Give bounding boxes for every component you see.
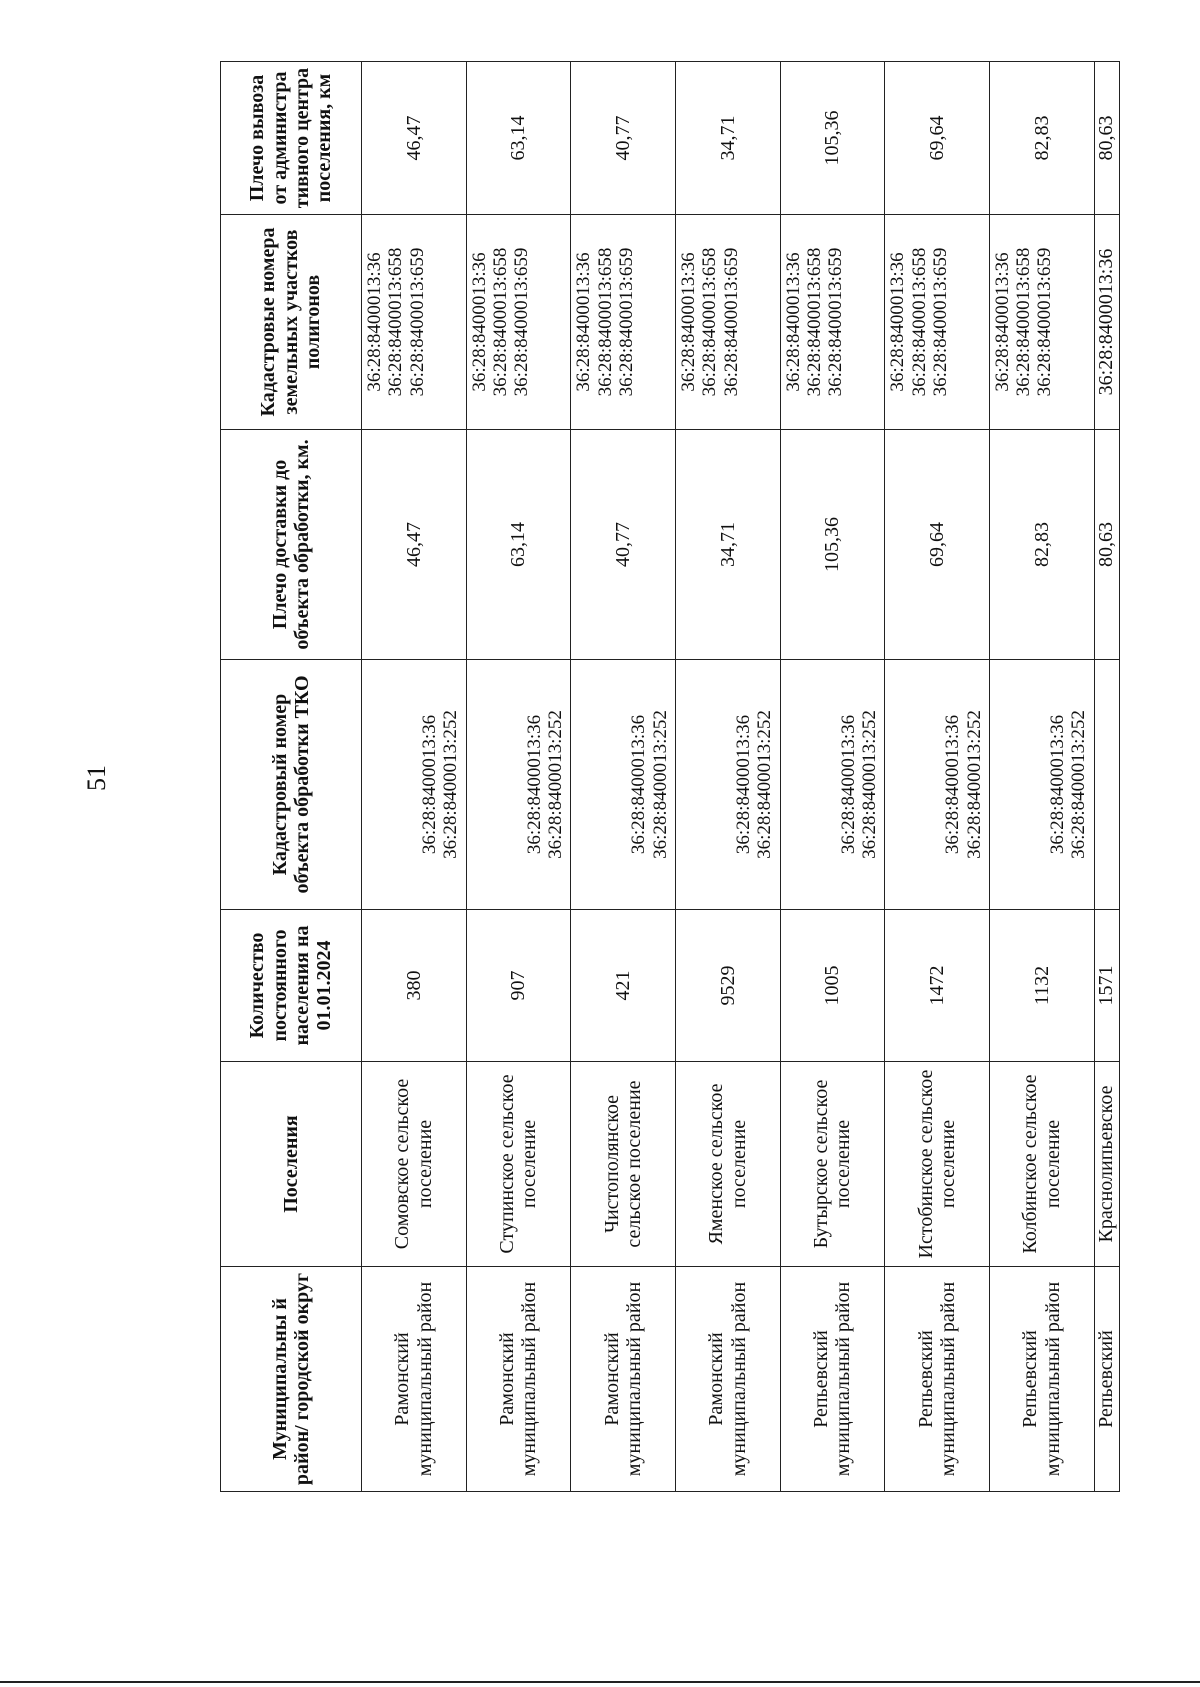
cadastral-number: 36:28:8400013:36 — [782, 252, 804, 392]
cell-settlement: Колбинское сельское поселение — [989, 1062, 1094, 1267]
cadastral-number: 36:28:8400013:252 — [545, 710, 567, 859]
cell-landfill-cadastral — [466, 215, 571, 430]
cadastral-number: 36:28:8400013:252 — [754, 710, 776, 859]
cadastral-number: 36:28:8400013:36 — [1094, 248, 1117, 396]
settlements-table — [220, 61, 1120, 1492]
cadastral-number: 36:28:8400013:36 — [1047, 714, 1069, 855]
cadastral-number: 36:28:8400013:252 — [963, 710, 985, 859]
cadastral-number: 36:28:8400013:252 — [859, 710, 881, 859]
cell-processing-cadastral — [571, 660, 676, 910]
header-district: Муниципальны й район/ городской округ — [221, 1267, 362, 1492]
cell-processing-cadastral — [675, 660, 780, 910]
cell-export-km: 82,83 — [989, 62, 1094, 215]
table-row — [885, 62, 990, 1492]
cadastral-number: 36:28:8400013:659 — [511, 247, 533, 397]
cadastral-number: 36:28:8400013:36 — [733, 714, 755, 855]
cell-district: Рамонский муниципальный район — [675, 1267, 780, 1492]
cell-delivery-km: 46,47 — [362, 430, 467, 660]
cadastral-number: 36:28:8400013:658 — [489, 247, 511, 397]
cadastral-number: 36:28:8400013:36 — [942, 714, 964, 855]
table-row — [466, 62, 571, 1492]
cell-population: 380 — [362, 910, 467, 1062]
cell-landfill-cadastral — [885, 215, 990, 430]
cadastral-number: 36:28:8400013:36 — [887, 252, 909, 392]
cell-district: Репьевский муниципальный район — [989, 1267, 1094, 1492]
table-row — [1094, 62, 1119, 1492]
table-rotated-container — [220, 62, 1120, 1492]
cell-delivery-km: 34,71 — [675, 430, 780, 660]
cell-settlement: Яменское сельское поселение — [675, 1062, 780, 1267]
cell-landfill-cadastral — [989, 215, 1094, 430]
cell-export-km: 63,14 — [466, 62, 571, 215]
cell-district: Репьевский муниципальный район — [885, 1267, 990, 1492]
cadastral-number: 36:28:8400013:659 — [406, 247, 428, 397]
cell-landfill-cadastral — [780, 215, 885, 430]
cell-district: Рамонский муниципальный район — [571, 1267, 676, 1492]
cell-landfill-cadastral — [675, 215, 780, 430]
cadastral-number: 36:28:8400013:252 — [440, 710, 462, 859]
header-export-km: Плечо вывоза от администра тивного центра поселения, км — [221, 62, 362, 215]
cadastral-number: 36:28:8400013:658 — [908, 247, 930, 397]
cell-district: Репьевский — [1094, 1267, 1119, 1492]
cell-population: 1132 — [989, 910, 1094, 1062]
cell-delivery-km: 40,77 — [571, 430, 676, 660]
table-header-row — [221, 62, 362, 1492]
cell-settlement: Чистополянское сельское поселение — [571, 1062, 676, 1267]
table-row — [780, 62, 885, 1492]
cell-landfill-cadastral — [571, 215, 676, 430]
cell-population: 9529 — [675, 910, 780, 1062]
cadastral-number: 36:28:8400013:36 — [573, 252, 595, 392]
cell-settlement: Сомовское сельское поселение — [362, 1062, 467, 1267]
cadastral-number: 36:28:8400013:659 — [929, 247, 951, 397]
header-delivery-km: Плечо доставки до объекта обработки, км. — [221, 430, 362, 660]
cadastral-number: 36:28:8400013:36 — [677, 252, 699, 392]
cadastral-number: 36:28:8400013:658 — [699, 247, 721, 397]
cell-processing-cadastral — [362, 660, 467, 910]
cell-settlement: Бутырское сельское поселение — [780, 1062, 885, 1267]
cadastral-number: 36:28:8400013:659 — [1034, 247, 1056, 397]
table-row — [362, 62, 467, 1492]
cell-processing-cadastral — [1094, 660, 1119, 910]
cell-export-km: 40,77 — [571, 62, 676, 215]
page-number: 51 — [82, 765, 111, 791]
cell-processing-cadastral — [780, 660, 885, 910]
cadastral-number: 36:28:8400013:659 — [825, 247, 847, 397]
cadastral-number: 36:28:8400013:658 — [1013, 247, 1035, 397]
cell-population: 1571 — [1094, 910, 1119, 1062]
cell-delivery-km: 80,63 — [1094, 430, 1119, 660]
cell-landfill-cadastral — [1094, 215, 1119, 430]
table-row — [989, 62, 1094, 1492]
cell-settlement: Истобинское сельское поселение — [885, 1062, 990, 1267]
cell-district: Рамонский муниципальный район — [466, 1267, 571, 1492]
cell-population: 1472 — [885, 910, 990, 1062]
cell-processing-cadastral — [989, 660, 1094, 910]
cadastral-number: 36:28:8400013:36 — [837, 714, 859, 855]
cadastral-number: 36:28:8400013:659 — [615, 247, 637, 397]
cell-district: Репьевский муниципальный район — [780, 1267, 885, 1492]
cell-export-km: 34,71 — [675, 62, 780, 215]
cadastral-number: 36:28:8400013:659 — [720, 247, 742, 397]
cadastral-number: 36:28:8400013:658 — [385, 247, 407, 397]
cell-settlement: Ступинское сельское поселение — [466, 1062, 571, 1267]
page-bottom-rule — [0, 1681, 1200, 1683]
cell-settlement: Краснолипьевское — [1094, 1062, 1119, 1267]
cadastral-number: 36:28:8400013:36 — [364, 252, 385, 392]
header-processing-cadastral: Кадастровый номер объекта обработки ТКО — [221, 660, 362, 910]
cell-population: 1005 — [780, 910, 885, 1062]
cadastral-number: 36:28:8400013:252 — [649, 710, 671, 859]
cadastral-number: 36:28:8400013:36 — [468, 252, 490, 392]
cell-delivery-km: 63,14 — [466, 430, 571, 660]
cell-processing-cadastral — [466, 660, 571, 910]
cadastral-number: 36:28:8400013:36 — [419, 714, 441, 855]
table-row — [571, 62, 676, 1492]
cadastral-number: 36:28:8400013:658 — [803, 247, 825, 397]
cell-delivery-km: 69,64 — [885, 430, 990, 660]
cadastral-number: 36:28:8400013:36 — [628, 714, 650, 855]
cell-district: Рамонский муниципальный район — [362, 1267, 467, 1492]
cell-landfill-cadastral — [362, 215, 467, 430]
cadastral-number: 36:28:8400013:252 — [1068, 710, 1090, 859]
cell-delivery-km: 105,36 — [780, 430, 885, 660]
table-row — [675, 62, 780, 1492]
cell-export-km: 105,36 — [780, 62, 885, 215]
header-settlement: Поселения — [221, 1062, 362, 1267]
cell-delivery-km: 82,83 — [989, 430, 1094, 660]
header-landfill-cadastral: Кадастровые номера земельных участков полигонов — [221, 215, 362, 430]
cadastral-number: 36:28:8400013:36 — [523, 714, 545, 855]
cell-export-km: 80,63 — [1094, 62, 1119, 215]
cell-export-km: 46,47 — [362, 62, 467, 215]
cell-population: 421 — [571, 910, 676, 1062]
header-population: Количество постоянного населения на 01.01.2024 — [221, 910, 362, 1062]
cell-export-km: 69,64 — [885, 62, 990, 215]
cell-population: 907 — [466, 910, 571, 1062]
cell-processing-cadastral — [885, 660, 990, 910]
cadastral-number: 36:28:8400013:658 — [594, 247, 616, 397]
cadastral-number: 36:28:8400013:36 — [991, 252, 1013, 392]
